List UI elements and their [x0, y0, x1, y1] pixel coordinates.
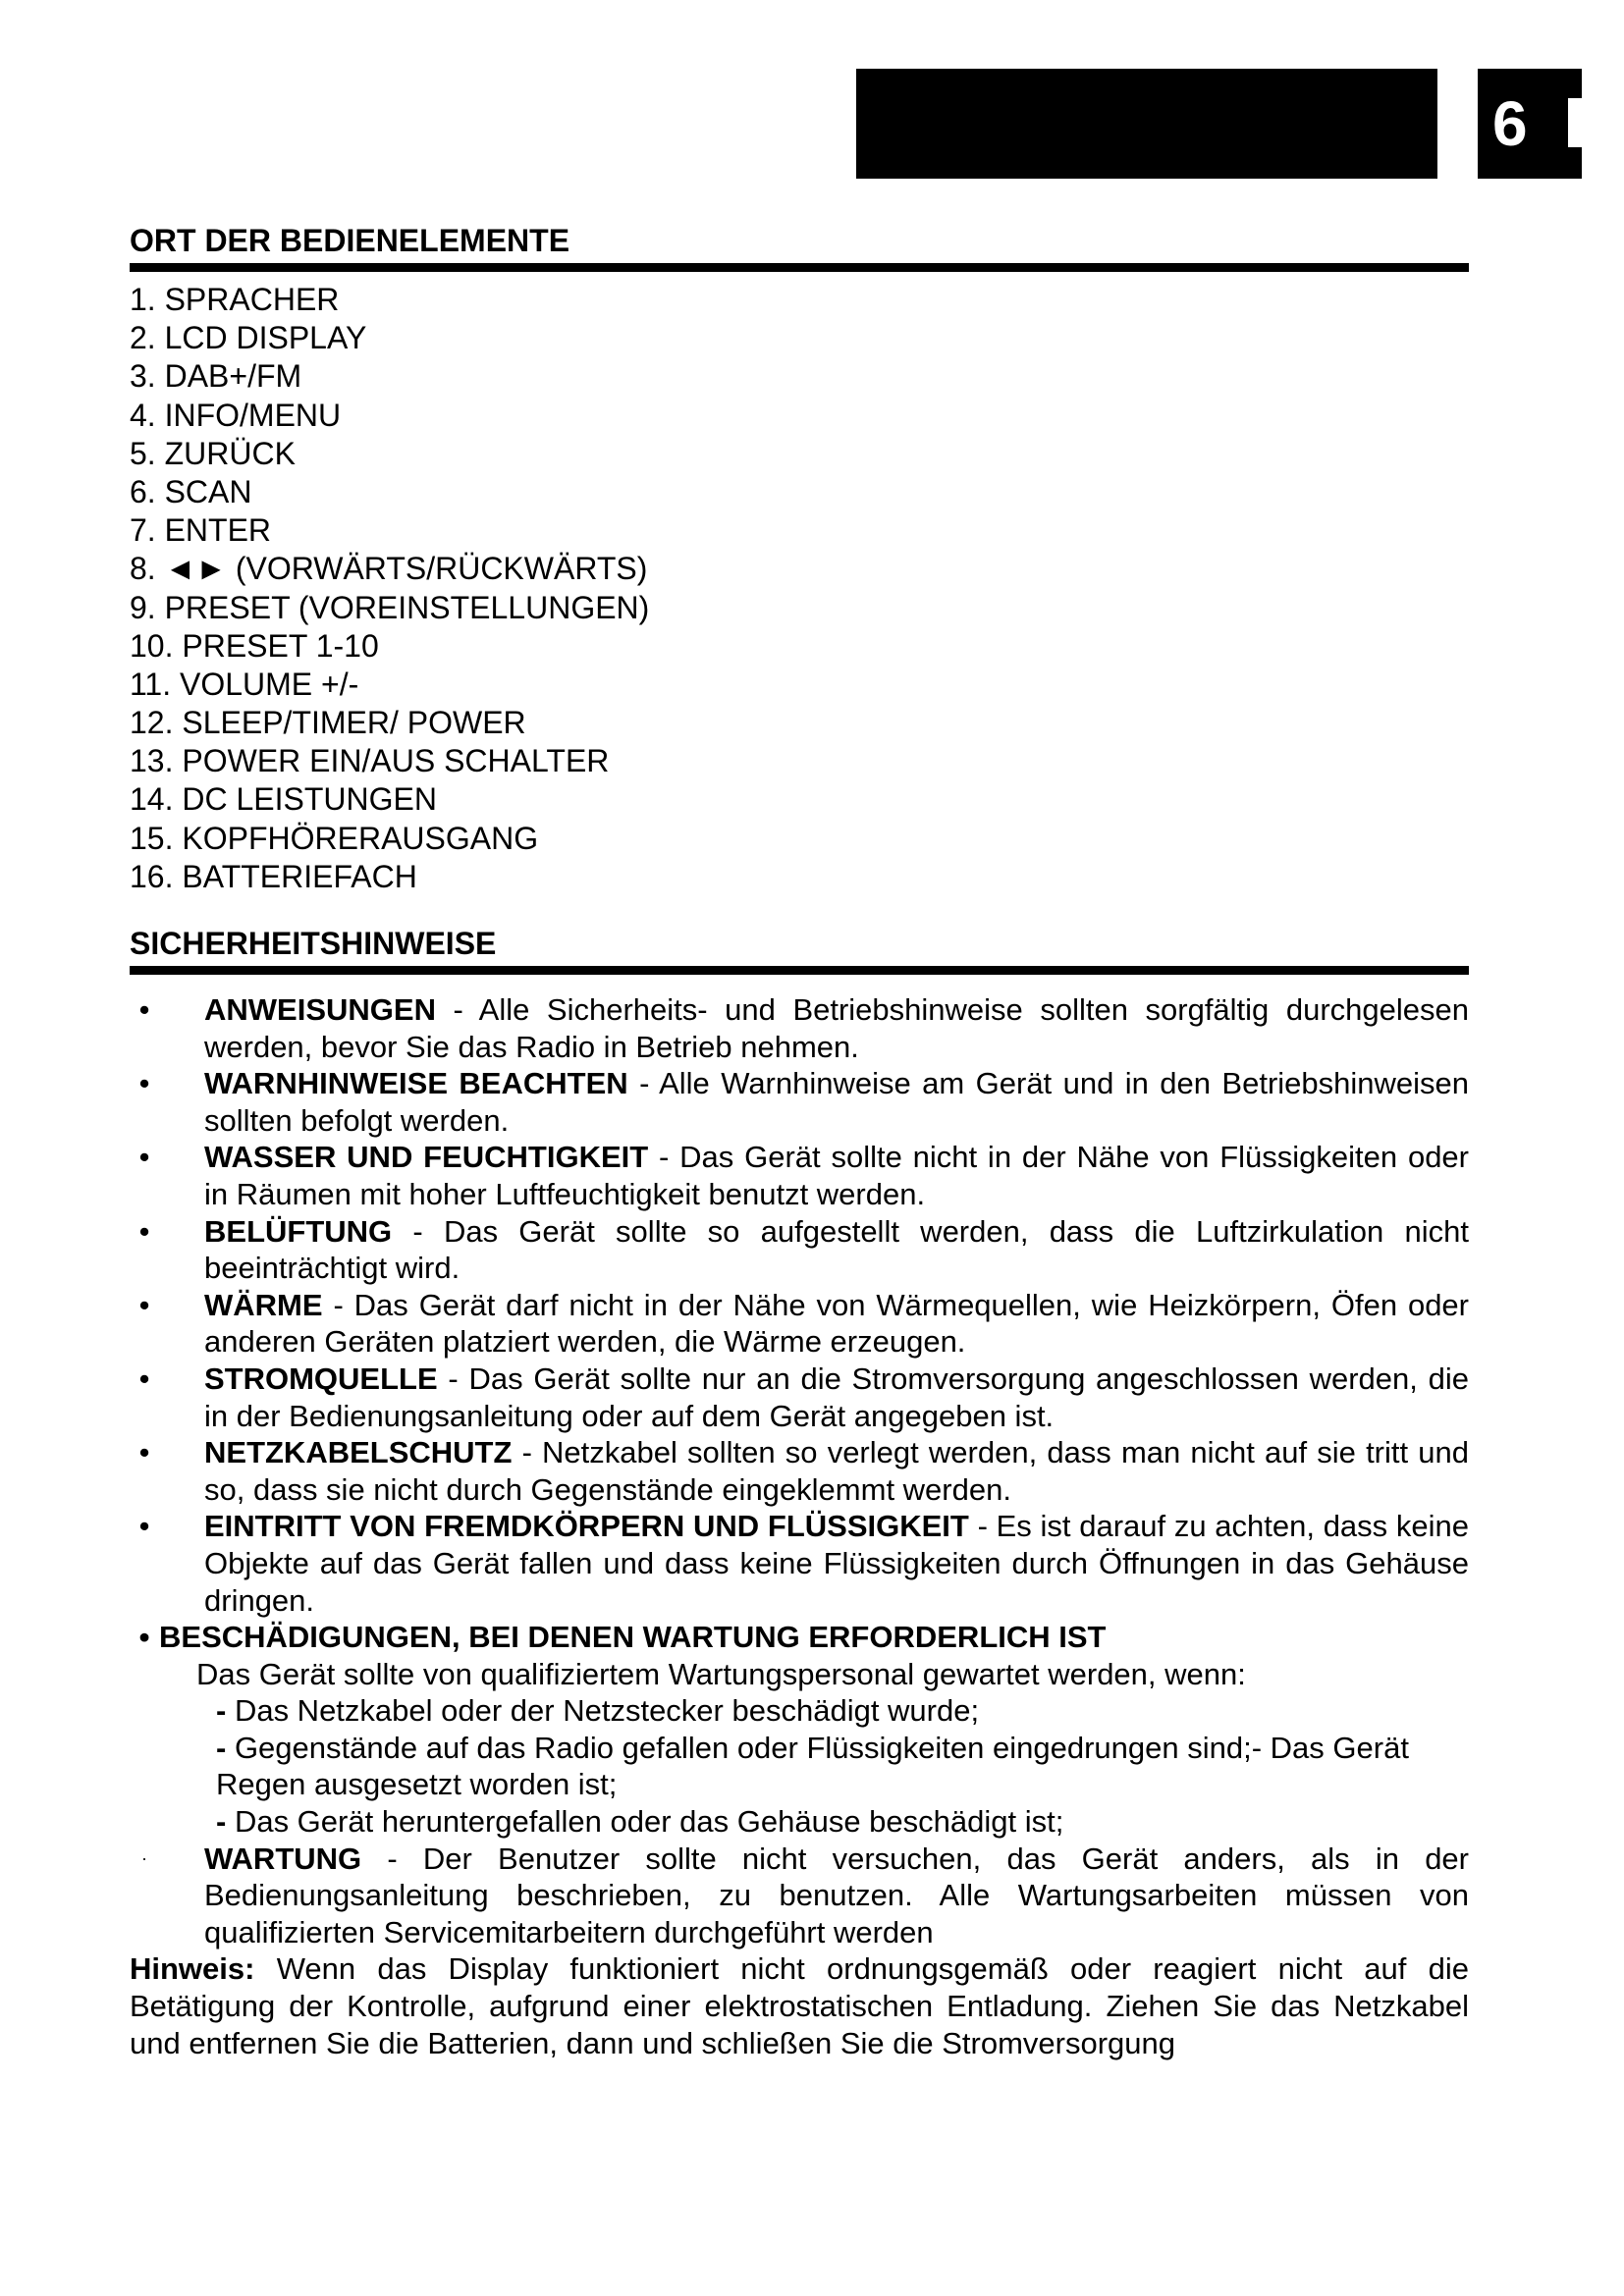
- safety-item: • NETZKABELSCHUTZ - Netzkabel sollten so verlegt werden, dass man nicht auf sie tritt und so, dass sie nicht durch Gegenstände eingeklemmt werden.: [138, 1435, 1469, 1507]
- header-bar: [856, 69, 1437, 179]
- damage-condition: - Das Gerät heruntergefallen oder das Gehäuse beschädigt ist;: [216, 1804, 1064, 1840]
- damage-condition: - Gegenstände auf das Radio gefallen oder Flüssigkeiten eingedrungen sind;- Das Gerät Regen ausgesetzt worden ist;: [216, 1730, 1409, 1802]
- safety-item: • WASSER UND FEUCHTIGKEIT - Das Gerät sollte nicht in der Nähe von Flüssigkeiten oder in Räumen mit hoher Luftfeuchtigkeit benutzt werden.: [138, 1140, 1469, 1211]
- list-item: 7. ENTER: [130, 512, 272, 549]
- note-paragraph: Hinweis: Wenn das Display funktioniert nicht ordnungsgemäß oder reagiert nicht auf die Betätigung der Kontrolle, aufgrund einer elektrostatischen Entladung. Ziehen Sie das Netzkabel und entfernen Sie die Batterien, dann und schließen Sie die Stromversorgung: [130, 1951, 1469, 2060]
- list-item: 3. DAB+/FM: [130, 358, 302, 395]
- section-title-safety: SICHERHEITSHINWEISE: [130, 925, 1469, 975]
- safety-item: • STROMQUELLE - Das Gerät sollte nur an die Stromversorgung angeschlossen werden, die in der Bedienungsanleitung oder auf dem Gerät angegeben ist.: [138, 1361, 1469, 1433]
- safety-item: • WARNHINWEISE BEACHTEN - Alle Warnhinweise am Gerät und in den Betriebshinweisen sollten befolgt werden.: [138, 1066, 1469, 1138]
- list-item: 6. SCAN: [130, 473, 252, 509]
- section-title-controls: ORT DER BEDIENELEMENTE: [130, 222, 1469, 272]
- list-item: 5. ZURÜCK: [130, 435, 296, 471]
- controls-list: [130, 281, 649, 896]
- list-item: 15. KOPFHÖRERAUSGANG: [130, 820, 539, 856]
- damage-condition: - Das Netzkabel oder der Netzstecker beschädigt wurde;: [216, 1693, 980, 1729]
- list-item: 13. POWER EIN/AUS SCHALTER: [130, 743, 610, 779]
- safety-item: • EINTRITT VON FREMDKÖRPERN UND FLÜSSIGKEIT - Es ist darauf zu achten, dass keine Objekte auf das Gerät fallen und dass keine Flüssigkeiten durch Öffnungen in das Gehäuse dringen.: [138, 1509, 1469, 1618]
- safety-item: • ANWEISUNGEN - Alle Sicherheits- und Betriebshinweise sollten sorgfältig durchgelesen werden, bevor Sie das Radio in Betrieb nehmen.: [138, 992, 1469, 1064]
- page-tab-notch: [1568, 98, 1582, 147]
- safety-item: • BELÜFTUNG - Das Gerät sollte so aufgestellt werden, dass die Luftzirkulation nicht beeinträchtigt wird.: [138, 1213, 1469, 1286]
- safety-instructions: [130, 991, 1469, 2061]
- damage-intro: Das Gerät sollte von qualifiziertem Wartungspersonal gewartet werden, wenn:: [196, 1656, 1246, 1691]
- damage-heading: • BESCHÄDIGUNGEN, BEI DENEN WARTUNG ERFORDERLICH IST: [138, 1620, 1107, 1655]
- safety-item: • WÄRME - Das Gerät darf nicht in der Nähe von Wärmequellen, wie Heizkörpern, Öfen oder anderen Geräten platziert werden, die Wärme erzeugen.: [138, 1287, 1469, 1360]
- list-item: 9. PRESET (VOREINSTELLUNGEN): [130, 589, 650, 625]
- list-item: 4. INFO/MENU: [130, 397, 342, 433]
- list-item: 2. LCD DISPLAY: [130, 320, 367, 356]
- safety-item-maintenance: · WARTUNG - Der Benutzer sollte nicht versuchen, das Gerät anders, als in der Bedienungsanleitung beschrieben, zu benutzen. Alle Wartungsarbeiten müssen von qualifizierten Servicemitarbeitern durchgeführt werden: [141, 1841, 1469, 1949]
- damage-section: [130, 1619, 1469, 1841]
- list-item: 14. DC LEISTUNGEN: [130, 781, 437, 818]
- list-item: 1. SPRACHER: [130, 282, 340, 317]
- list-item: 16. BATTERIEFACH: [130, 858, 417, 894]
- list-item: 10. PRESET 1-10: [130, 627, 379, 664]
- list-item: 8. ◄► (VORWÄRTS/RÜCKWÄRTS): [130, 551, 648, 587]
- page-number: 6: [1492, 88, 1528, 159]
- list-item: 11. VOLUME +/-: [130, 666, 359, 702]
- list-item: 12. SLEEP/TIMER/ POWER: [130, 705, 526, 741]
